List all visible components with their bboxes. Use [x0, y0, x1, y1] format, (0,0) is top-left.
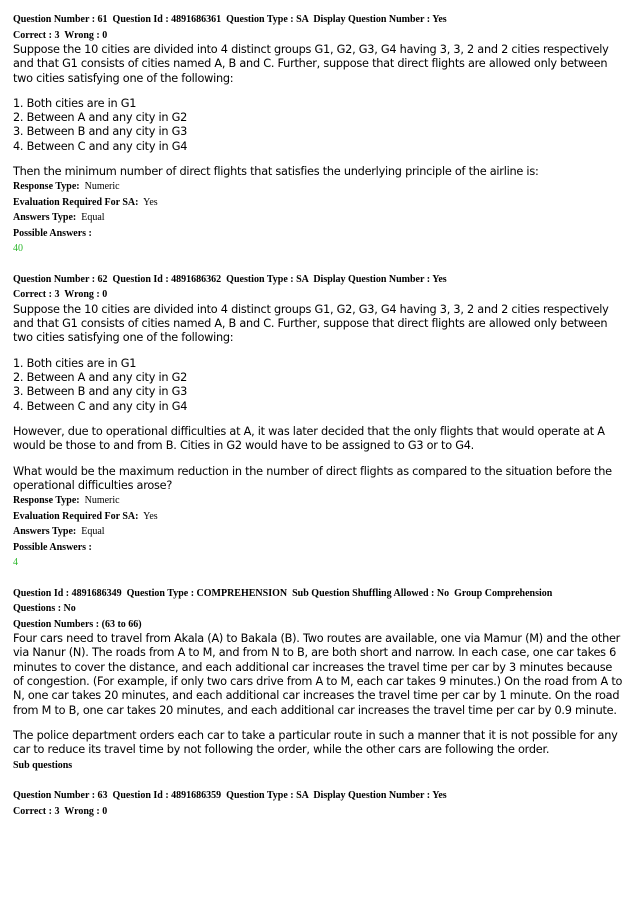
condition-item: 1. Both cities are in G1	[13, 96, 137, 110]
passage-paragraph: Four cars need to travel from Akala (A) to Bakala (B). Two routes are available, one via Mamur (M) and the other via Nanur (N). The roads from A to M, and from N to B, are both short and narrow. In each case, one car takes 6 minutes to cover the distance, and each additional car increases the travel time per car by 3 minutes because of congestion. (For example, if only two cars drive from A to M, each car takes 9 minutes.) On the road from A to N, one car takes 20 minutes, and each additional car increases the travel time per car by 1 minute. On the road from M to B, one car takes 20 minutes, and each additional car increases the travel time per car by 0.9 minute.	[13, 632, 623, 717]
comprehension-header-continued: Questions : No	[13, 603, 76, 615]
evaluation-label: Evaluation Required For SA:	[13, 510, 139, 522]
possible-answer-value: 40	[13, 243, 23, 255]
answers-type-row	[13, 210, 625, 226]
marking-scheme: Correct : 3 Wrong : 0	[13, 29, 108, 41]
question-prompt: Then the minimum number of direct flights that satisfies the underlying principle of the airline is:	[13, 165, 539, 179]
question-header: Question Number : 62 Question Id : 4891686362 Question Type : SA Display Question Number : Yes	[13, 273, 447, 285]
evaluation-label: Evaluation Required For SA:	[13, 196, 139, 208]
answers-type-label: Answers Type:	[13, 212, 77, 224]
possible-answers-row	[13, 226, 625, 242]
passage-paragraph: The police department orders each car to take a particular route in such a manner that it is not possible for any car to reduce its travel time by not following the order, while the other cars are following the order.	[13, 728, 618, 757]
answers-type-row	[13, 524, 625, 540]
evaluation-value: Yes	[143, 510, 158, 522]
condition-item: 2. Between A and any city in G2	[13, 371, 188, 385]
condition-item: 4. Between C and any city in G4	[13, 139, 188, 153]
question-62	[13, 272, 625, 571]
marking-scheme: Correct : 3 Wrong : 0	[13, 289, 108, 301]
question-header: Question Number : 63 Question Id : 4891686359 Question Type : SA Display Question Number : Yes	[13, 790, 447, 802]
response-type-value: Numeric	[84, 495, 120, 507]
question-paragraph: However, due to operational difficulties at A, it was later decided that the only flights that would operate at A would be those to and from B. Cities in G2 would have to be assigned to G3 or to G4.	[13, 424, 605, 453]
response-type-row	[13, 179, 625, 195]
answers-type-label: Answers Type:	[13, 526, 77, 538]
condition-item: 2. Between A and any city in G2	[13, 111, 188, 125]
possible-answers-row	[13, 540, 625, 556]
comprehension-header: Question Id : 4891686349 Question Type : COMPREHENSION Sub Question Shuffling Allowed : No Group Comprehension	[13, 587, 553, 599]
answers-type-value: Equal	[81, 526, 105, 538]
comprehension-block	[13, 586, 625, 773]
condition-item: 3. Between B and any city in G3	[13, 125, 188, 139]
marking-scheme: Correct : 3 Wrong : 0	[13, 805, 108, 817]
evaluation-value: Yes	[143, 196, 158, 208]
response-type-value: Numeric	[84, 181, 120, 193]
evaluation-row	[13, 195, 625, 211]
question-63	[13, 788, 625, 819]
possible-answer-value: 4	[13, 557, 18, 569]
condition-item: 4. Between C and any city in G4	[13, 399, 188, 413]
condition-item: 3. Between B and any city in G3	[13, 385, 188, 399]
question-paragraph: Suppose the 10 cities are divided into 4 distinct groups G1, G2, G3, G4 having 3, 3, 2 and 2 cities respectively and that G1 consists of cities named A, B and C. Further, suppose that direct flights are allowed only between two cities satisfying one of the following:	[13, 302, 609, 345]
condition-item: 1. Both cities are in G1	[13, 356, 137, 370]
possible-answers-label: Possible Answers :	[13, 541, 92, 553]
response-type-label: Response Type:	[13, 495, 80, 507]
answers-type-value: Equal	[81, 212, 105, 224]
possible-answers-label: Possible Answers :	[13, 227, 92, 239]
question-header: Question Number : 61 Question Id : 4891686361 Question Type : SA Display Question Number : Yes	[13, 14, 447, 25]
question-61	[13, 12, 625, 257]
question-paragraph: Suppose the 10 cities are divided into 4 distinct groups G1, G2, G3, G4 having 3, 3, 2 and 2 cities respectively and that G1 consists of cities named A, B and C. Further, suppose that direct flights are allowed only between two cities satisfying one of the following:	[13, 43, 609, 85]
response-type-label: Response Type:	[13, 181, 80, 193]
question-prompt: What would be the maximum reduction in the number of direct flights as compared to the situation before the operational difficulties arose?	[13, 464, 612, 492]
question-paper-page	[13, 12, 625, 819]
response-type-row	[13, 493, 625, 509]
sub-questions-heading: Sub questions	[13, 759, 73, 771]
question-numbers-range: Question Numbers : (63 to 66)	[13, 618, 142, 630]
evaluation-row	[13, 509, 625, 525]
